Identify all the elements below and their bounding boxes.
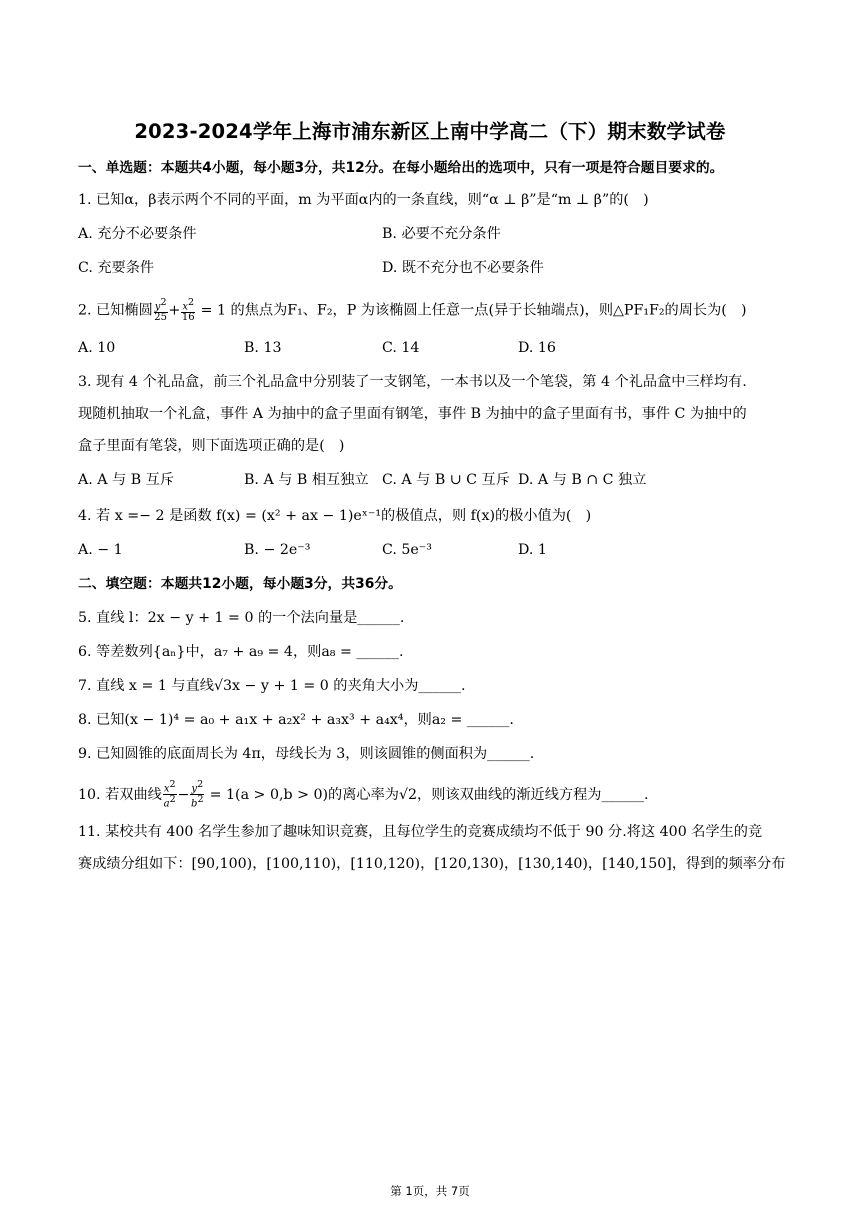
section-heading-single-choice: 一、单选题：本题共4小题，每小题3分，共12分。在每小题给出的选项中，只有一项是符合题目要求的。: [78, 160, 724, 176]
question-2-stem-prefix: 2. 已知椭圆: [78, 302, 153, 319]
question-4-option-d: D. 1: [518, 542, 547, 558]
question-3-line-3: 盒子里面有笔袋，则下面选项正确的是( ): [78, 438, 345, 454]
question-2-stem: 2. 已知椭圆 $\frac{y^2}{25}$ + $\frac{x^2}{16}$ = 1 的焦点为F₁、F₂，P 为该椭圆上任意一点(异于长轴端点)，则△PF₁F₂的周长为( ): [78, 297, 747, 324]
question-9: 9. 已知圆锥的底面周长为 4π，母线长为 3，则该圆锥的侧面积为______.: [78, 746, 535, 762]
hyperbola-fraction-x: $\frac{x^2}{a^2}$: [163, 779, 176, 810]
hyperbola-fraction-y: $\frac{y^2}{b^2}$: [191, 779, 204, 810]
ellipse-fraction-y: $\frac{y^2}{25}$: [154, 297, 168, 324]
question-1-option-b: B. 必要不充分条件: [382, 226, 501, 242]
question-4-option-a: A. − 1: [78, 542, 123, 558]
question-4-stem: 4. 若 x =− 2 是函数 f(x) = (x² + ax − 1)eˣ⁻¹的极值点，则 f(x)的极小值为( ): [78, 508, 592, 524]
question-11-line-2: 赛成绩分组如下：[90,100)，[100,110)，[110,120)，[120,130)，[130,140)，[140,150]，得到的频率分布: [78, 856, 786, 872]
question-3-option-b: B. A 与 B 相互独立: [244, 472, 369, 488]
question-3-line-1: 3. 现有 4 个礼品盒，前三个礼品盒中分别装了一支钢笔，一本书以及一个笔袋，第 4 个礼品盒中三样均有.: [78, 374, 747, 390]
question-7: 7. 直线 x = 1 与直线√3x − y + 1 = 0 的夹角大小为______.: [78, 678, 466, 694]
question-2-option-a: A. 10: [78, 340, 116, 356]
question-10: 10. 若双曲线 $\frac{x^2}{a^2}$ − $\frac{y^2}{b^2}$ = 1(a > 0,b > 0)的离心率为√2，则该双曲线的渐近线方程为______.: [78, 779, 649, 810]
question-1-stem: 1. 已知α，β表示两个不同的平面，m 为平面α内的一条直线，则“α ⊥ β”是“m ⊥ β”的( ): [78, 192, 649, 208]
question-3-option-a: A. A 与 B 互斥: [78, 472, 175, 488]
ellipse-fraction-x: $\frac{x^2}{16}$: [181, 297, 195, 324]
section-heading-fill-blank: 二、填空题：本题共12小题，每小题3分，共36分。: [78, 576, 402, 592]
question-8: 8. 已知(x − 1)⁴ = a₀ + a₁x + a₂x² + a₃x³ + a₄x⁴，则a₂ = ______.: [78, 712, 514, 728]
question-4-option-c: C. 5e⁻³: [382, 542, 432, 558]
question-4-option-b: B. − 2e⁻³: [244, 542, 311, 558]
question-2-option-b: B. 13: [244, 340, 282, 356]
question-1-option-d: D. 既不充分也不必要条件: [382, 260, 544, 276]
question-2-option-c: C. 14: [382, 340, 420, 356]
question-10-suffix: = 1(a > 0,b > 0)的离心率为√2，则该双曲线的渐近线方程为______.: [205, 786, 649, 803]
question-6: 6. 等差数列{aₙ}中，a₇ + a₉ = 4，则a₈ = ______.: [78, 644, 404, 660]
question-3-line-2: 现随机抽取一个礼盒，事件 A 为抽中的盒子里面有钢笔，事件 B 为抽中的盒子里面有书，事件 C 为抽中的: [78, 406, 747, 422]
question-5: 5. 直线 l：2x − y + 1 = 0 的一个法向量是______.: [78, 610, 405, 626]
question-10-prefix: 10. 若双曲线: [78, 786, 162, 803]
question-11-line-1: 11. 某校共有 400 名学生参加了趣味知识竞赛，且每位学生的竞赛成绩均不低于 90 分.将这 400 名学生的竞: [78, 824, 763, 840]
question-1-option-a: A. 充分不必要条件: [78, 226, 197, 242]
question-2-option-d: D. 16: [518, 340, 556, 356]
page-title: 2023-2024学年上海市浦东新区上南中学高二（下）期末数学试卷: [134, 120, 726, 143]
question-3-option-d: D. A 与 B ∩ C 独立: [518, 472, 647, 488]
question-1-option-c: C. 充要条件: [78, 260, 155, 276]
question-3-option-c: C. A 与 B ∪ C 互斥: [382, 472, 510, 488]
page-footer: 第 1页，共 7页: [390, 1184, 470, 1198]
question-2-stem-suffix: = 1 的焦点为F₁、F₂，P 为该椭圆上任意一点(异于长轴端点)，则△PF₁F₂的周长为( ): [196, 302, 747, 319]
